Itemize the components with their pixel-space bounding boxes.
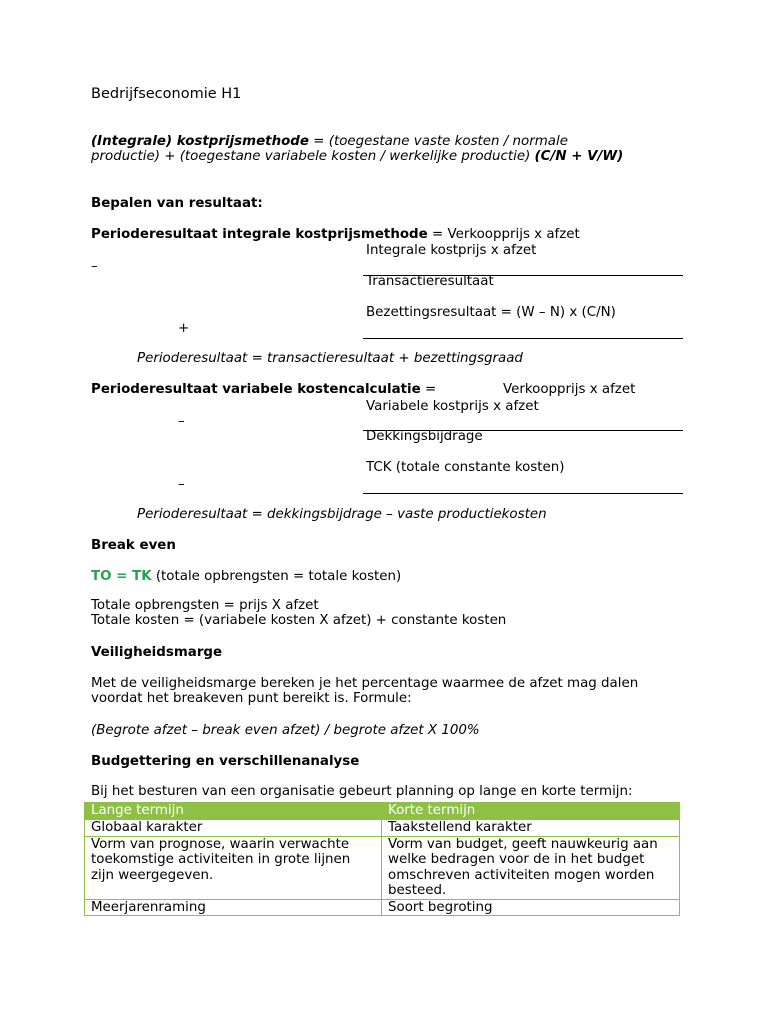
vkc-conclusion: Perioderesultaat = dekkingsbijdrage – vaste productiekosten xyxy=(137,507,547,522)
break-even-formula-desc: (totale opbrengsten = totale kosten) xyxy=(151,569,402,584)
vkc-line1: Variabele kostprijs x afzet xyxy=(366,399,539,414)
vkc-first: Verkoopprijs x afzet xyxy=(503,382,636,397)
vkc-heading: Perioderesultaat variabele kostencalculatie xyxy=(91,382,421,397)
integral-formula: (C/N + V/W) xyxy=(534,149,624,164)
vkc-heading-line xyxy=(91,382,436,398)
table-cell: Vorm van budget, geeft nauwkeurig aan welke bedragen voor de in het budget omschreven activiteiten mogen worden besteed. xyxy=(382,836,680,899)
vkc-minus-1: – xyxy=(178,414,185,429)
integral-line2-text: productie) + (toegestane variabele kosten / werkelijke productie) xyxy=(91,149,535,164)
table-row xyxy=(85,899,680,916)
table-cell: Soort begroting xyxy=(382,899,680,916)
bepalen-heading: Bepalen van resultaat: xyxy=(91,196,263,211)
ikm-minus: – xyxy=(91,259,98,274)
table-header-row xyxy=(85,803,680,820)
table-header-lange-termijn: Lange termijn xyxy=(85,803,382,820)
veiligheid-heading: Veiligheidsmarge xyxy=(91,645,223,660)
veiligheid-text-2: voordat het breakeven punt bereikt is. Formule: xyxy=(91,691,412,706)
vkc-line3: TCK (totale constante kosten) xyxy=(366,460,565,475)
vkc-line2: Dekkingsbijdrage xyxy=(366,429,483,444)
break-even-line1: Totale opbrengsten = prijs X afzet xyxy=(91,598,319,613)
table-row xyxy=(85,836,680,899)
table-cell: Meerjarenraming xyxy=(85,899,382,916)
termijn-table xyxy=(84,802,680,916)
ikm-plus: + xyxy=(178,321,190,336)
ikm-conclusion: Perioderesultaat = transactieresultaat + bezettingsgraad xyxy=(137,351,523,366)
integral-term: (Integrale) kostprijsmethode xyxy=(91,134,309,149)
budget-intro: Bij het besturen van een organisatie gebeurt planning op lange en korte termijn: xyxy=(91,784,633,799)
break-even-formula: TO = TK xyxy=(91,569,152,584)
integral-definition-line2 xyxy=(91,149,623,165)
veiligheid-formula: (Begrote afzet – break even afzet) / begrote afzet X 100% xyxy=(91,723,480,738)
vkc-equals: = xyxy=(420,382,437,397)
break-even-formula-line xyxy=(91,569,401,585)
ikm-heading: Perioderesultaat integrale kostprijsmethode xyxy=(91,227,428,242)
budget-heading: Budgettering en verschillenanalyse xyxy=(91,754,360,769)
break-even-heading: Break even xyxy=(91,538,176,553)
page-title: Bedrijfseconomie H1 xyxy=(91,86,242,102)
ikm-line1: Integrale kostprijs x afzet xyxy=(366,243,537,258)
break-even-line2: Totale kosten = (variabele kosten X afzet) + constante kosten xyxy=(91,613,507,628)
ikm-line3: Bezettingsresultaat = (W – N) x (C/N) xyxy=(366,305,616,320)
table-cell: Vorm van prognose, waarin verwachte toekomstige activiteiten in grote lijnen zijn weergegeven. xyxy=(85,836,382,899)
integral-definition xyxy=(91,134,568,150)
table-cell: Globaal karakter xyxy=(85,820,382,837)
table-row xyxy=(85,820,680,837)
vkc-minus-2: – xyxy=(178,477,185,492)
table-cell: Taakstellend karakter xyxy=(382,820,680,837)
veiligheid-text-1: Met de veiligheidsmarge bereken je het percentage waarmee de afzet mag dalen xyxy=(91,676,639,691)
ikm-heading-line xyxy=(91,227,580,243)
ikm-rule-2 xyxy=(363,338,683,339)
ikm-equals: = Verkoopprijs x afzet xyxy=(427,227,580,242)
ikm-line2: Transactieresultaat xyxy=(366,274,494,289)
table-header-korte-termijn: Korte termijn xyxy=(382,803,680,820)
vkc-rule-2 xyxy=(363,493,683,494)
integral-rest: = (toegestane vaste kosten / normale xyxy=(308,134,568,149)
